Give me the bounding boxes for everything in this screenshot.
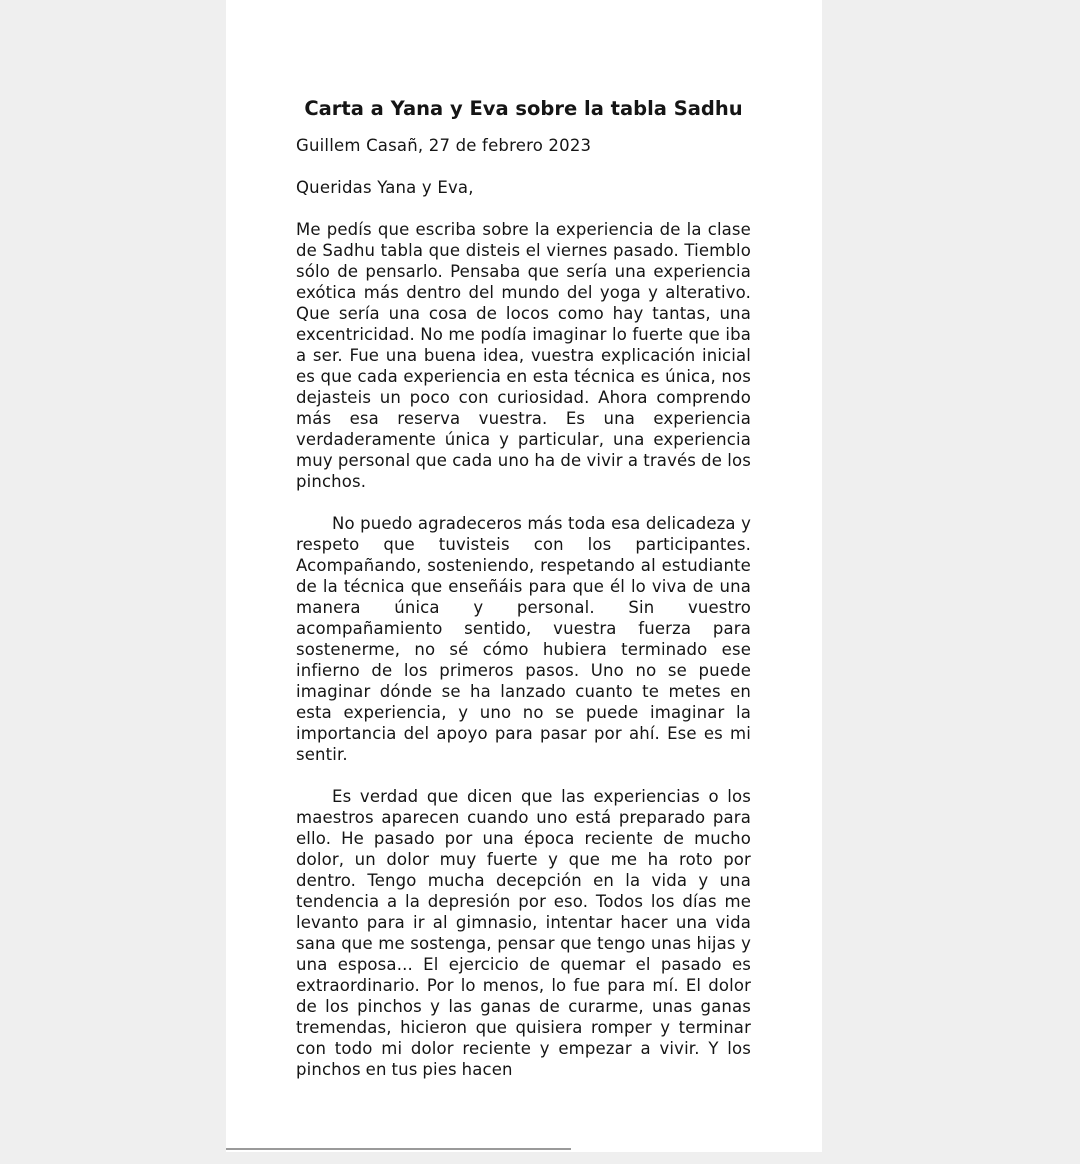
page-bottom-edge — [0, 1152, 1080, 1164]
horizontal-rule — [226, 1148, 571, 1150]
paragraph: Es verdad que dicen que las experiencias o los maestros aparecen cuando uno está preparado para ello. He pasado por una época reciente de mucho dolor, un dolor muy fuerte y que me ha roto por dentro. Tengo mucha decepción en la vida y una tendencia a la depresión por eso. Todos los días me levanto para ir al gimnasio, intentar hacer una vida sana que me sostenga, pensar que tengo unas hijas y una esposa... El ejercicio de quemar el pasado es extraordinario. Por lo menos, lo fue para mí. El dolor de los pinchos y las ganas de curarme, unas ganas tremendas, hicieron que quisiera romper y terminar con todo mi dolor reciente y empezar a vivir. Y los pinchos en tus pies hacen — [296, 787, 751, 1079]
paragraph: Me pedís que escriba sobre la experiencia de la clase de Sadhu tabla que disteis el viernes pasado. Tiemblo sólo de pensarlo. Pensaba que sería una experiencia exótica más dentro del mundo del yoga y alterativo. Que sería una cosa de locos como hay tantas, una excentricidad. No me podía imaginar lo fuerte que iba a ser. Fue una buena idea, vuestra explicación inicial es que cada experiencia en esta técnica es única, nos dejasteis un poco con curiosidad. Ahora comprendo más esa reserva vuestra. Es una experiencia verdaderamente única y particular, una experiencia muy personal que cada uno ha de vivir a través de los pinchos. — [296, 220, 751, 491]
letter-byline: Guillem Casañ, 27 de febrero 2023 — [296, 136, 592, 155]
document-page — [226, 0, 822, 1152]
letter-title: Carta a Yana y Eva sobre la tabla Sadhu — [304, 97, 743, 120]
paragraph: No puedo agradeceros más toda esa delicadeza y respeto que tuvisteis con los participantes. Acompañando, sosteniendo, respetando al estudiante de la técnica que enseñáis para que él lo viva de una manera única y personal. Sin vuestro acompañamiento sentido, vuestra fuerza para sostenerme, no sé cómo hubiera terminado ese infierno de los primeros pasos. Uno no se puede imaginar dónde se ha lanzado cuanto te metes en esta experiencia, y uno no se puede imaginar la importancia del apoyo para pasar por ahí. Ese es mi sentir. — [296, 514, 751, 764]
letter-body — [296, 96, 751, 1101]
letter-greeting: Queridas Yana y Eva, — [296, 178, 474, 197]
